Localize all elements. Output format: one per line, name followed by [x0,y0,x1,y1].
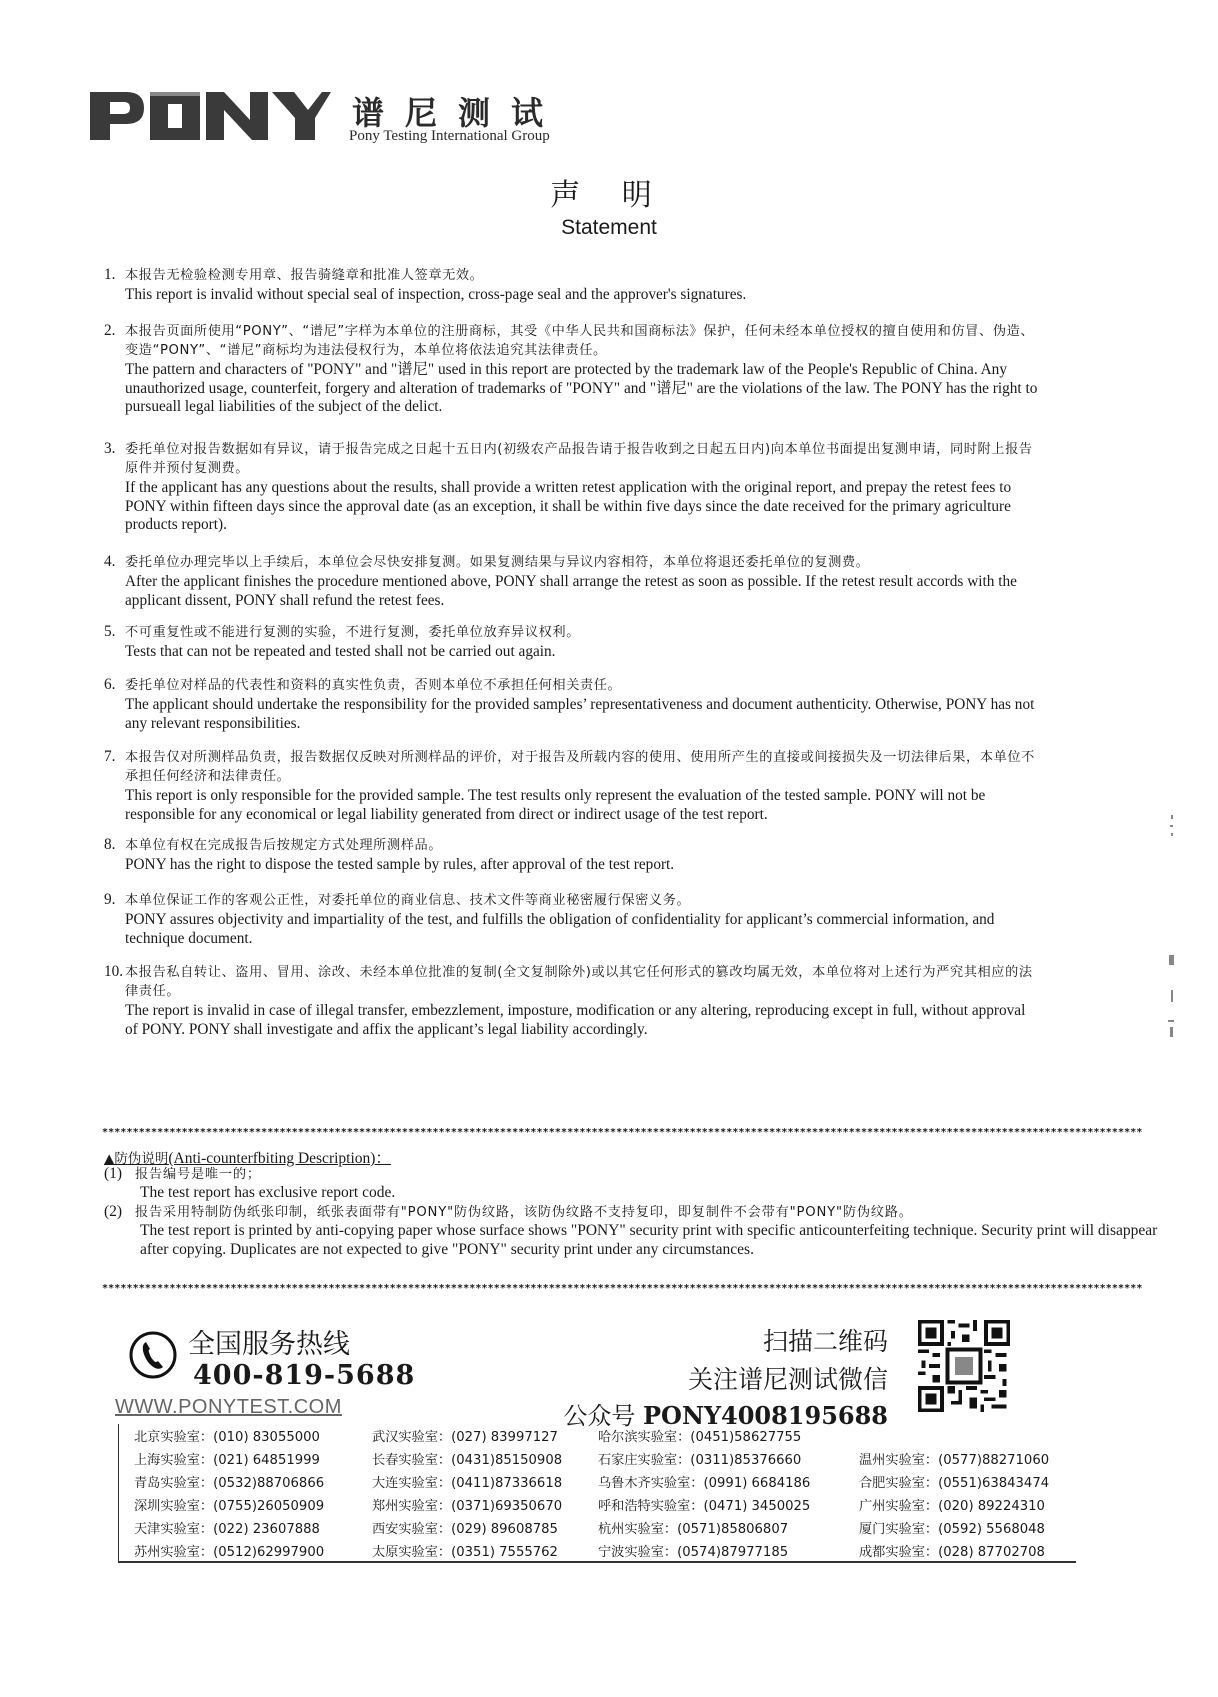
statement-text-en: This report is invalid without special seal of inspection, cross-page seal and the approver's signatures. [125,286,747,303]
statement-item [104,891,1039,948]
anti-counterfeit-item [104,1165,1084,1203]
statement-number: 10. [104,963,124,980]
lab-entry: 青岛实验室：(0532)88706866 [134,1476,325,1491]
statement-text-cn: 本报告页面所使用“PONY”、“谱尼”字样为本单位的注册商标，其受《中华人民共和国商标法》保护，任何未经本单位授权的擅自使用和仿冒、伪造、变造“PONY”、“谱尼”商标均为违法侵权行为，本单位将依法追究其法律责任。 [125,324,1035,358]
qr-code-image[interactable] [918,1320,1010,1412]
brand-chinese-name: 谱尼测试 [352,94,565,132]
lab-entry: 长春实验室：(0431)85150908 [372,1453,563,1468]
anti-counterfeit-item [104,1203,1158,1259]
anti-item-text-en: The test report is printed by anti-copying paper whose surface shows "PONY" security print with specific anticounterfeiting technique. Security print will disappear after copying. Duplicates are not expected to give "PONY" security print under any circumstances. [140,1222,1158,1258]
statement-item [104,963,1039,1039]
lab-entry: 宁波实验室：(0574)87977185 [598,1545,789,1560]
statement-number: 9. [104,891,116,908]
statement-item [104,553,1039,610]
anti-item-number: (2) [104,1203,123,1220]
lab-entry: 哈尔滨实验室：(0451)58627755 [598,1430,802,1445]
statement-text-cn: 不可重复性或不能进行复测的实验，不进行复测，委托单位放弃异议权利。 [125,625,580,640]
hotline-number[interactable]: 400-819-5688 [193,1360,416,1391]
statement-text-cn: 本报告仅对所测样品负责，报告数据仅反映对所测样品的评价，对于报告及所载内容的使用、使用所产生的直接或间接损失及一切法律后果，本单位不承担任何经济和法律责任。 [125,750,1035,784]
lab-entry: 深圳实验室：(0755)26050909 [134,1499,325,1514]
wechat-account-prefix: 公众号 [563,1402,636,1430]
statement-number: 6. [104,676,116,693]
lab-entry: 天津实验室：(022) 23607888 [134,1522,320,1537]
statement-text-cn: 本报告无检验检测专用章、报告骑缝章和批准人签章无效。 [125,268,484,283]
lab-entry: 郑州实验室：(0371)69350670 [372,1499,563,1514]
statement-text-en: The report is invalid in case of illegal transfer, embezzlement, imposture, modification or any altering, reproducing except in full, without approval of PONY. PONY shall investigate and affix the applicant’s legal liability accordingly. [125,1002,1026,1038]
star-divider-bottom: ************************************************************************************************************************************************************************** [102,1283,1143,1294]
lab-entry: 成都实验室：(028) 87702708 [859,1545,1045,1560]
website-link[interactable]: WWW.PONYTEST.COM [115,1396,342,1418]
anti-item-text-cn: 报告编号是唯一的； [135,1167,261,1182]
labs-border-left [118,1424,119,1562]
lab-entry: 呼和浩特实验室：(0471) 3450025 [598,1499,811,1514]
cross-page-seal-mark [1165,815,1179,1045]
lab-entry: 温州实验室：(0577)88271060 [859,1453,1050,1468]
lab-entry: 武汉实验室：(027) 83997127 [372,1430,558,1445]
statement-number: 2. [104,322,116,339]
lab-entry: 太原实验室：(0351) 7555762 [372,1545,558,1560]
lab-entry: 杭州实验室：(0571)85806807 [598,1522,789,1537]
statement-text-en: After the applicant finishes the procedure mentioned above, PONY shall arrange the retest as soon as possible. If the retest result accords with the applicant dissent, PONY shall refund the retest fees. [125,573,1017,609]
statement-text-cn: 委托单位对报告数据如有异议，请于报告完成之日起十五日内(初级农产品报告请于报告收到之日起五日内)向本单位书面提出复测申请，同时附上报告原件并预付复测费。 [125,442,1033,476]
labs-border-bottom [118,1561,1076,1563]
qr-scan-label: 扫描二维码 [762,1327,888,1356]
statement-number: 3. [104,440,116,457]
phone-icon [128,1330,178,1380]
lab-entry: 大连实验室：(0411)87336618 [372,1476,563,1491]
lab-entry: 上海实验室：(021) 64851999 [134,1453,320,1468]
statement-text-en: The applicant should undertake the responsibility for the provided samples’ representativeness and document authenticity. Otherwise, PONY has not any relevant responsibilities. [125,696,1035,732]
anti-counterfeit-title-en: (Anti-counterfbiting Description)： [168,1150,391,1167]
statement-text-en: Tests that can not be repeated and tested shall not be carried out again. [125,643,556,660]
statement-text-cn: 委托单位对样品的代表性和资料的真实性负责，否则本单位不承担任何相关责任。 [125,678,622,693]
statement-number: 1. [104,266,116,283]
statement-item [104,748,1039,824]
statement-text-cn: 本单位保证工作的客观公正性，对委托单位的商业信息、技术文件等商业秘密履行保密义务。 [125,893,691,908]
brand-english-name: Pony Testing International Group [349,128,550,144]
statement-item [104,623,1039,662]
statement-text-en: PONY assures objectivity and impartiality of the test, and fulfills the obligation of confidentiality for applicant’s commercial information, and technique document. [125,911,995,947]
statement-item [104,322,1039,417]
statement-text-en: This report is only responsible for the provided sample. The test results only represent the evaluation of the tested sample. PONY will not be responsible for any economical or legal liability generated from direct or indirect usage of the test report. [125,787,986,823]
statement-item [104,676,1039,733]
lab-entry: 厦门实验室：(0592) 5568048 [859,1522,1045,1537]
statement-text-cn: 本单位有权在完成报告后按规定方式处理所测样品。 [125,838,443,853]
statement-number: 7. [104,748,116,765]
star-divider-top: ************************************************************************************************************************************************************************** [102,1127,1143,1138]
statement-text-en: PONY has the right to dispose the tested sample by rules, after approval of the test report. [125,856,675,873]
anti-item-text-en: The test report has exclusive report code. [140,1184,396,1201]
lab-entry: 西安实验室：(029) 89608785 [372,1522,558,1537]
lab-entry: 合肥实验室：(0551)63843474 [859,1476,1050,1491]
qr-follow-label: 关注谱尼测试微信 [687,1365,888,1394]
statement-number: 5. [104,623,116,640]
lab-entry: 苏州实验室：(0512)62997900 [134,1545,325,1560]
page-title-chinese: 声 明 [550,178,668,213]
statement-text-en: The pattern and characters of "PONY" and "谱尼" used in this report are protected by the trademark law of the People's Republic of China. Any unauthorized usage, counterfeit, forgery and alteration of trademarks of "PONY" and "谱尼" are the violations of the law. The PONY has the right to pursueall legal liabilities of the subject of the delict. [125,361,1038,415]
lab-entry: 石家庄实验室：(0311)85376660 [598,1453,802,1468]
statement-text-en: If the applicant has any questions about the results, shall provide a written retest application with the original report, and prepay the retest fees to PONY within fifteen days since the approval date (as an exception, it shall be within five days since the date received for the primary agriculture products report). [125,479,1012,533]
statement-number: 8. [104,836,116,853]
lab-entry: 广州实验室：(020) 89224310 [859,1499,1045,1514]
statement-text-cn: 委托单位办理完毕以上手续后，本单位会尽快安排复测。如果复测结果与异议内容相符，本单位将退还委托单位的复测费。 [125,555,870,570]
statement-item [104,440,1039,535]
lab-entry: 乌鲁木齐实验室：(0991) 6684186 [598,1476,811,1491]
hotline-label: 全国服务热线 [188,1329,350,1360]
anti-counterfeit-title-cn: ▲防伪说明 [104,1151,169,1167]
anti-item-text-cn: 报告采用特制防伪纸张印制，纸张表面带有"PONY"防伪纹路，该防伪纹路不支持复印，即复制件不会带有"PONY"防伪纹路。 [135,1205,913,1220]
statement-number: 4. [104,553,116,570]
anti-item-number: (1) [104,1165,123,1182]
statement-item [104,836,1039,875]
lab-entry: 北京实验室：(010) 83055000 [134,1430,320,1445]
page-title-english: Statement [561,216,657,239]
pony-logo [88,88,333,144]
wechat-account-id: PONY4008195688 [642,1401,888,1430]
statement-text-cn: 本报告私自转让、盗用、冒用、涂改、未经本单位批准的复制(全文复制除外)或以其它任何形式的篡改均属无效，本单位将对上述行为严究其相应的法律责任。 [125,965,1033,999]
statement-item [104,266,1039,305]
